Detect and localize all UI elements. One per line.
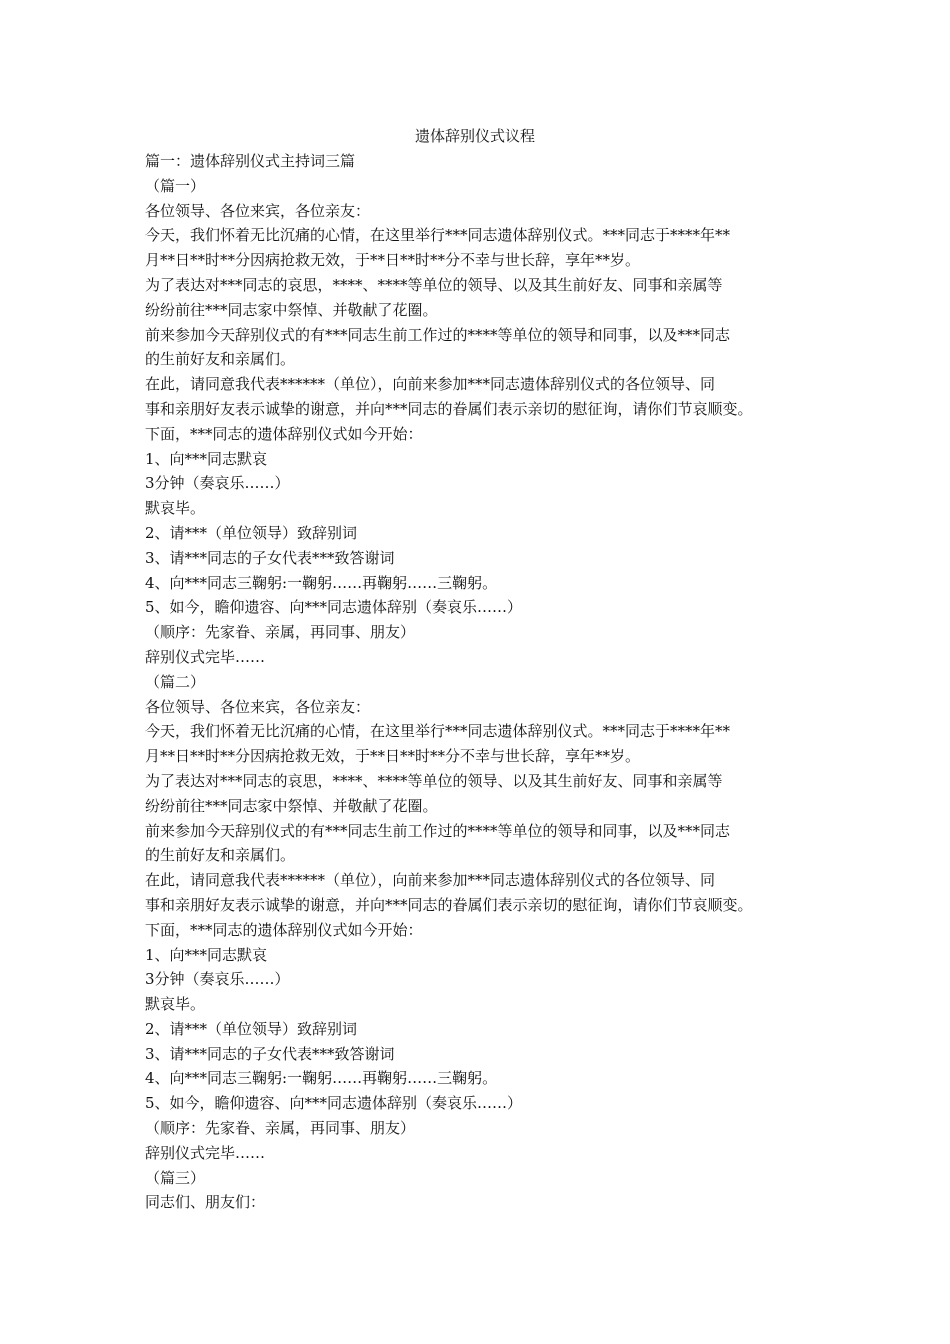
body-line: 月**日**时**分因病抢救无效，于**日**时**分不幸与世长辞，享年**岁。 <box>145 251 641 270</box>
body-line: 4、向***同志三鞠躬:一鞠躬……再鞠躬……三鞠躬。 <box>145 1069 498 1088</box>
body-line: （篇三） <box>145 1168 206 1187</box>
body-line: 各位领导、各位来宾，各位亲友： <box>145 697 371 716</box>
body-line: 下面，***同志的遗体辞别仪式如今开始： <box>145 424 423 443</box>
body-line: （篇一） <box>145 176 206 195</box>
body-line: 月**日**时**分因病抢救无效，于**日**时**分不幸与世长辞，享年**岁。 <box>145 747 641 766</box>
document-body <box>145 149 825 1215</box>
body-line: 1、向***同志默哀 <box>145 945 268 964</box>
body-line: 事和亲朋好友表示诚挚的谢意，并向***同志的眷属们表示亲切的慰征询，请你们节哀顺变。 <box>145 399 753 418</box>
body-line: 各位领导、各位来宾，各位亲友： <box>145 201 371 220</box>
body-line: （顺序：先家眷、亲属，再同事、朋友） <box>145 623 416 642</box>
body-line: 为了表达对***同志的哀思，****、****等单位的领导、以及其生前好友、同事和亲属等 <box>145 275 723 294</box>
body-line: 同志们、朋友们： <box>145 1193 266 1212</box>
body-line: 在此，请同意我代表******（单位），向前来参加***同志遗体辞别仪式的各位领导、同 <box>145 871 716 890</box>
body-line: 3、请***同志的子女代表***致答谢词 <box>145 548 395 567</box>
body-line: 今天，我们怀着无比沉痛的心情，在这里举行***同志遗体辞别仪式。***同志于****年** <box>145 722 731 741</box>
body-line: 5、如今，瞻仰遗容、向***同志遗体辞别（奏哀乐……） <box>145 1094 523 1113</box>
body-line: 篇一：遗体辞别仪式主持词三篇 <box>145 152 356 170</box>
body-line: 2、请***（单位领导）致辞别词 <box>145 1019 358 1038</box>
body-line: 前来参加今天辞别仪式的有***同志生前工作过的****等单位的领导和同事，以及***同志 <box>145 325 731 344</box>
body-line: 5、如今，瞻仰遗容、向***同志遗体辞别（奏哀乐……） <box>145 598 523 617</box>
body-line: 4、向***同志三鞠躬:一鞠躬……再鞠躬……三鞠躬。 <box>145 573 498 592</box>
body-line: 默哀毕。 <box>145 995 206 1014</box>
document-title: 遗体辞别仪式议程 <box>414 127 535 145</box>
body-line: 3、请***同志的子女代表***致答谢词 <box>145 1044 395 1063</box>
body-line: 2、请***（单位领导）致辞别词 <box>145 523 358 542</box>
body-line: 今天，我们怀着无比沉痛的心情，在这里举行***同志遗体辞别仪式。***同志于****年** <box>145 226 731 245</box>
body-line: 纷纷前往***同志家中祭悼、并敬献了花圈。 <box>145 300 438 319</box>
body-line: 为了表达对***同志的哀思，****、****等单位的领导、以及其生前好友、同事和亲属等 <box>145 771 723 790</box>
body-line: 3分钟（奏哀乐……） <box>145 970 290 989</box>
body-line: 的生前好友和亲属们。 <box>145 350 296 369</box>
body-line: 辞别仪式完毕…… <box>145 1143 266 1162</box>
body-line: 3分钟（奏哀乐……） <box>145 474 290 493</box>
body-line: 的生前好友和亲属们。 <box>145 846 296 865</box>
body-line: 下面，***同志的遗体辞别仪式如今开始： <box>145 920 423 939</box>
body-line: 默哀毕。 <box>145 499 206 518</box>
body-line: 前来参加今天辞别仪式的有***同志生前工作过的****等单位的领导和同事，以及***同志 <box>145 821 731 840</box>
body-line: 事和亲朋好友表示诚挚的谢意，并向***同志的眷属们表示亲切的慰征询，请你们节哀顺变。 <box>145 895 753 914</box>
body-line: 辞别仪式完毕…… <box>145 647 266 666</box>
body-line: （顺序：先家眷、亲属，再同事、朋友） <box>145 1119 416 1138</box>
body-line: 在此，请同意我代表******（单位），向前来参加***同志遗体辞别仪式的各位领导、同 <box>145 375 716 394</box>
body-line: （篇二） <box>145 672 206 691</box>
body-line: 纷纷前往***同志家中祭悼、并敬献了花圈。 <box>145 796 438 815</box>
body-line: 1、向***同志默哀 <box>145 449 268 468</box>
